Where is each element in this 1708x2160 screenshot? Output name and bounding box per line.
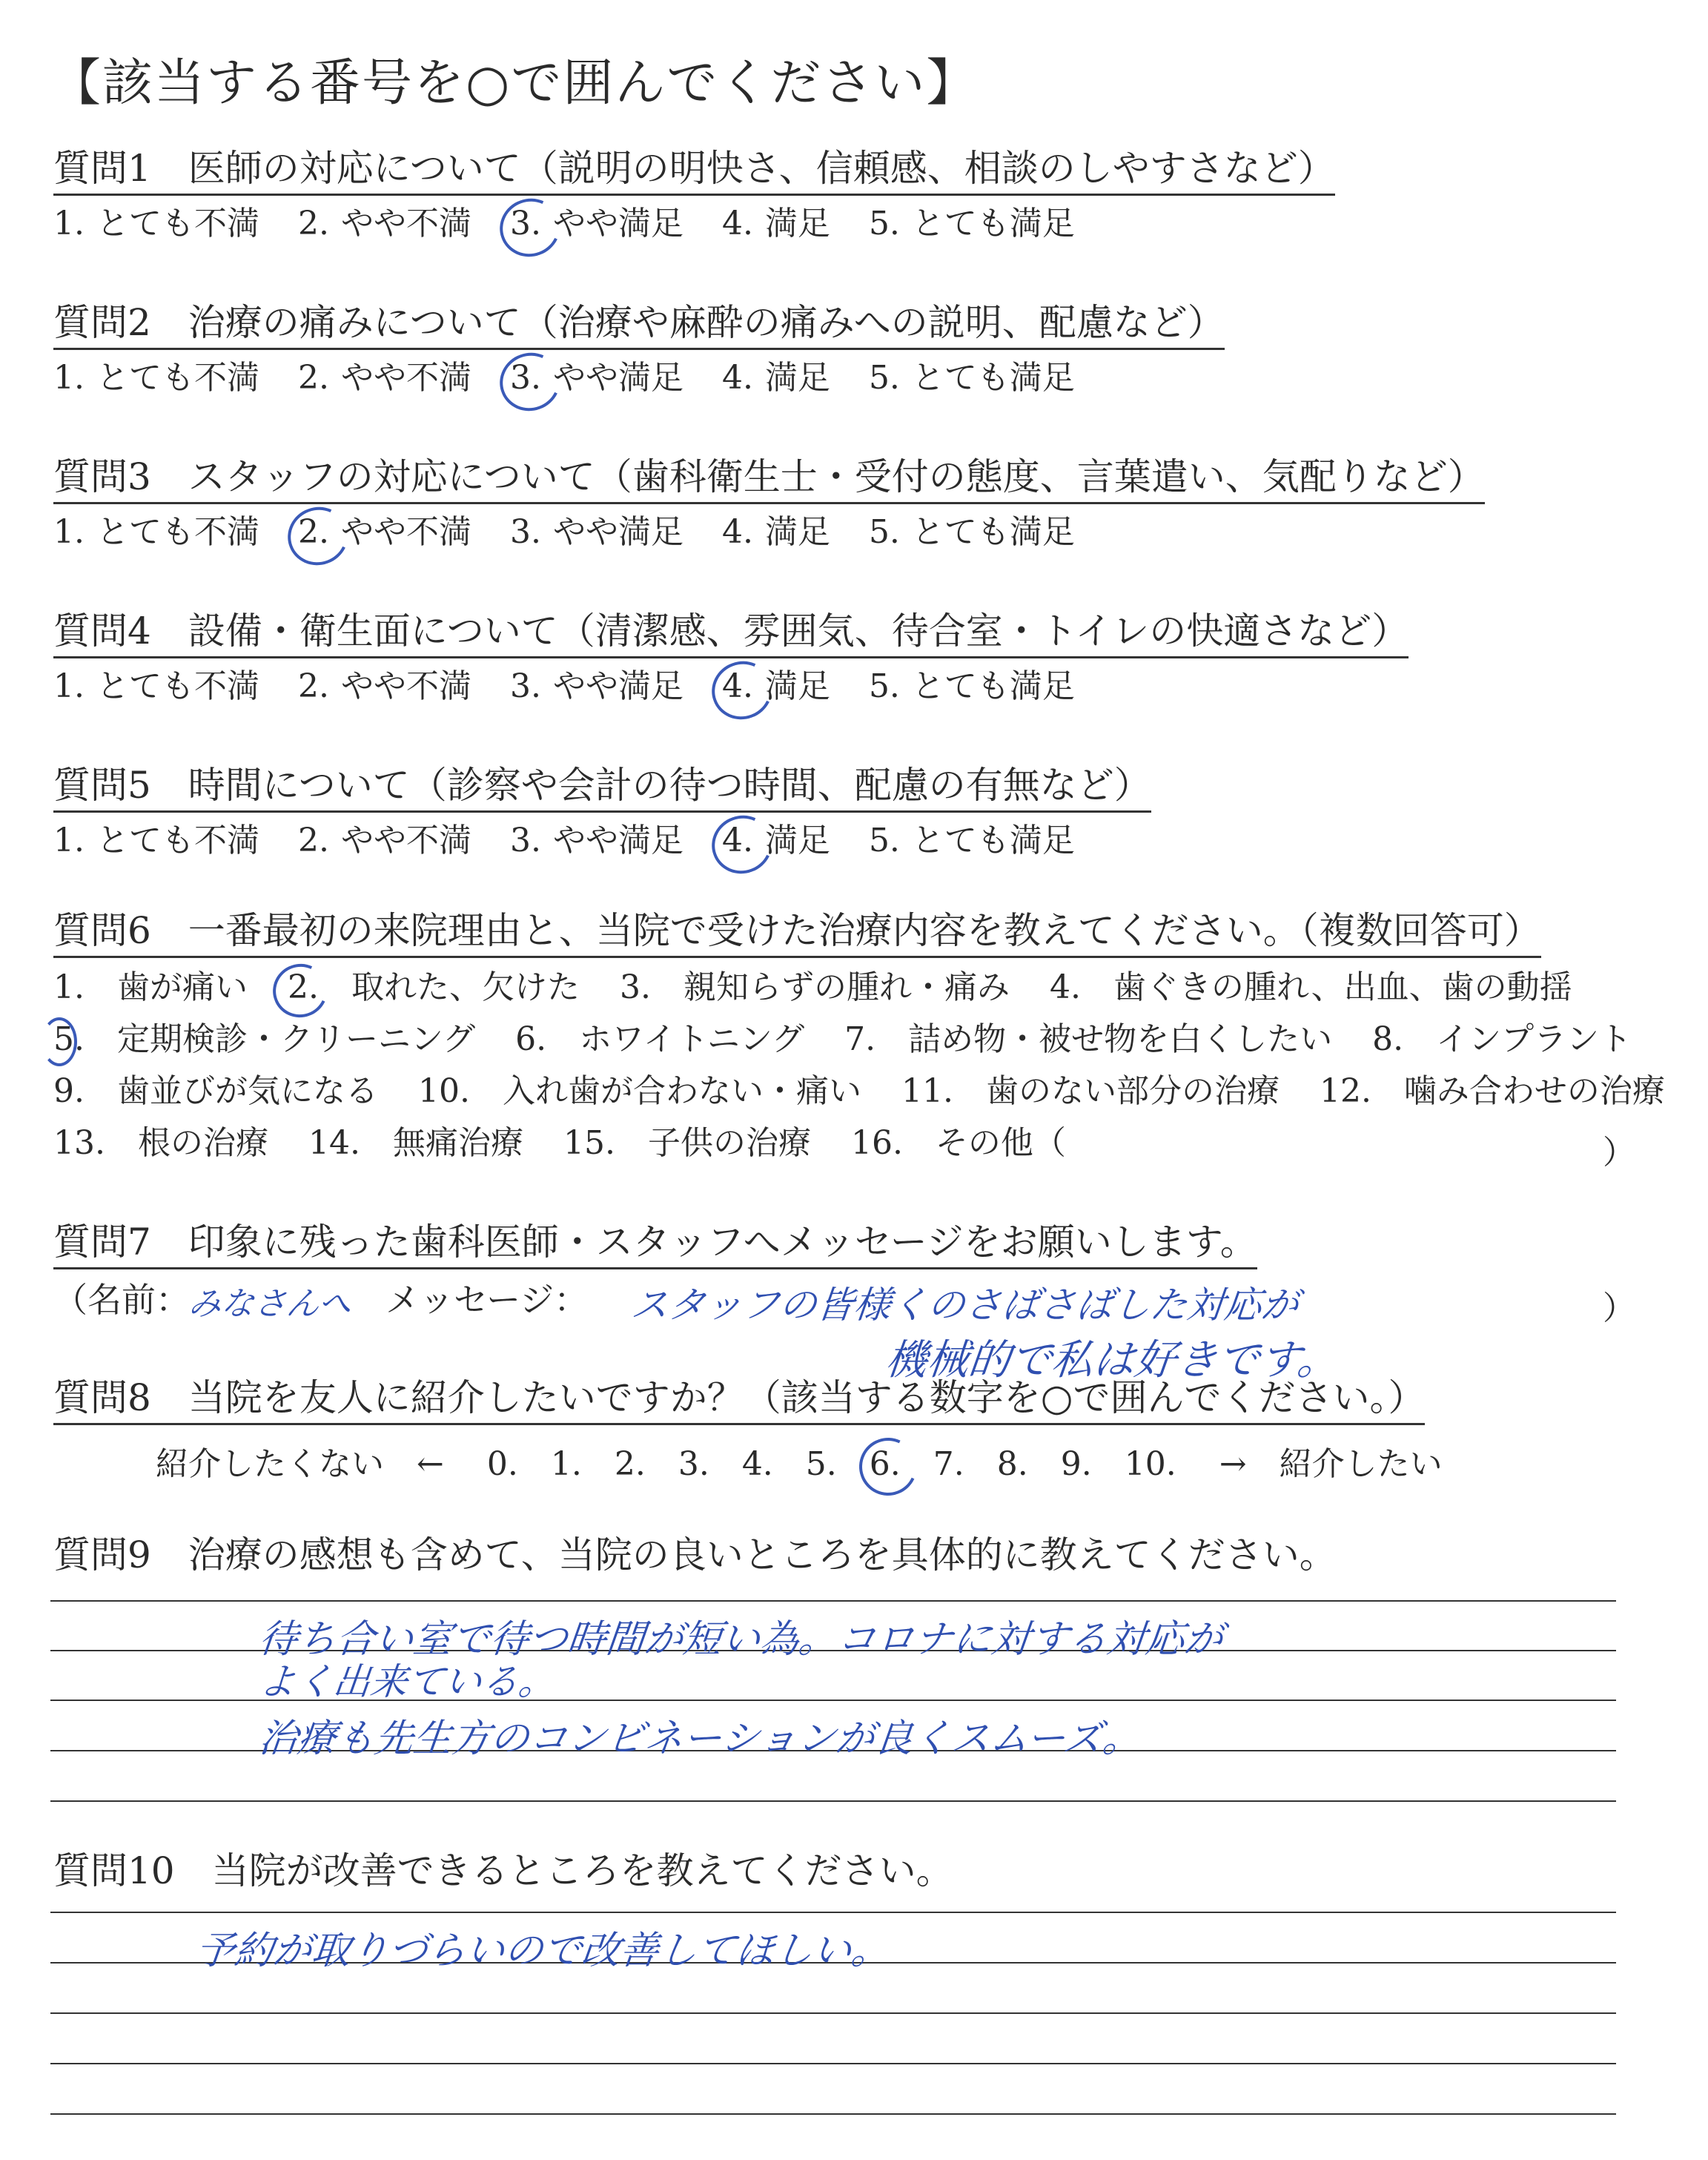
q7-message-label: メッセージ： (385, 1280, 589, 1320)
option-number: 3. (509, 359, 541, 397)
q7-message-line-2[interactable]: 機械的で私は好きです。 (883, 1336, 1342, 1384)
option-number: 1. (53, 822, 85, 859)
option-label: やや不満 (340, 205, 471, 242)
q7-close-paren: ） (1603, 1289, 1635, 1327)
q8-scale-option[interactable]: 7. (933, 1445, 964, 1483)
option-label: とても満足 (911, 667, 1075, 705)
option-number: 3. (509, 205, 541, 242)
option-label: とても不満 (96, 513, 259, 551)
q9-answer-line-3[interactable]: 治療も先生方のコンビネーションが良くスムーズ。 (256, 1717, 1144, 1761)
q1-option-2[interactable] (298, 206, 471, 242)
option-label: とても満足 (911, 822, 1075, 859)
q3-options (53, 515, 1113, 550)
q8-scale (156, 1437, 1475, 1484)
option-number: 1. (53, 513, 85, 551)
q4-options (53, 669, 1113, 704)
q6-option[interactable]: 8. インプラント (1372, 1020, 1632, 1058)
option-number: 4. (721, 667, 753, 705)
q6-option[interactable]: 6. ホワイトニング (515, 1020, 805, 1058)
option-number: 2. (297, 513, 329, 551)
q6-mark-5 (42, 1017, 77, 1066)
q6-close-paren: ） (1603, 1134, 1635, 1172)
q5-options (53, 823, 1113, 859)
option-number: 2. (297, 822, 329, 859)
q7-name-value[interactable]: みなさんへ (186, 1285, 354, 1323)
option-label: とても不満 (96, 667, 259, 705)
option-label: 満足 (764, 205, 830, 242)
q6-mark-2 (265, 957, 335, 1025)
option-number: 3. (509, 822, 541, 859)
q10-line (50, 2063, 1616, 2064)
q5-option-2[interactable] (298, 823, 471, 859)
q6-option[interactable]: 9. 歯並びが気になる (53, 1072, 378, 1110)
q4-option-4[interactable] (722, 669, 830, 704)
q6-row-2 (53, 1022, 1661, 1057)
q2-option-3[interactable] (510, 360, 683, 396)
option-number: 1. (53, 205, 85, 242)
option-label: とても満足 (911, 359, 1075, 397)
option-number: 5. (868, 359, 900, 397)
q2-option-4[interactable] (722, 360, 830, 396)
q8-scale-option[interactable]: 4. (741, 1445, 773, 1483)
option-label: やや満足 (552, 205, 683, 242)
option-label: やや満足 (552, 667, 683, 705)
q6-option[interactable]: 13. 根の治療 (53, 1124, 268, 1162)
q8-title: 質問8 当院を友人に紹介したいですか？（該当する数字を○で囲んでください。） (53, 1378, 1425, 1425)
option-number: 2. (297, 359, 329, 397)
option-number: 5. (868, 513, 900, 551)
q6-option[interactable]: 7. 詰め物・被せ物を白くしたい (844, 1020, 1333, 1058)
q8-right-label: → 紹介したい (1219, 1445, 1443, 1483)
q7-message-line-1[interactable]: スタッフの皆様くのさばさばした対応が (629, 1284, 1301, 1327)
option-number: 2. (297, 205, 329, 242)
option-number: 5. (868, 667, 900, 705)
q3-title: 質問3 スタッフの対応について（歯科衛生士・受付の態度、言葉遣い、気配りなど） (53, 457, 1485, 504)
option-label: とても不満 (96, 822, 259, 859)
q9-line (50, 1600, 1616, 1602)
q7-title: 質問7 印象に残った歯科医師・スタッフへメッセージをお願いします。 (53, 1222, 1257, 1269)
option-label: とても不満 (96, 359, 259, 397)
q1-option-1[interactable] (53, 206, 259, 242)
q3-option-1[interactable] (53, 515, 259, 550)
option-number: 4. (721, 205, 753, 242)
q2-option-1[interactable] (53, 360, 259, 396)
q6-row-3 (53, 1074, 1695, 1109)
option-label: やや満足 (552, 359, 683, 397)
q5-option-1[interactable] (53, 823, 259, 859)
option-label: やや満足 (552, 513, 683, 551)
q6-option[interactable]: 10. 入れ歯が合わない・痛い (417, 1072, 861, 1110)
q8-left-label: 紹介したくない ← (156, 1445, 444, 1483)
q2-title: 質問2 治療の痛みについて（治療や麻酔の痛みへの説明、配慮など） (53, 303, 1225, 350)
q6-option[interactable]: 14. 無痛治療 (308, 1124, 523, 1162)
q10-line (50, 2113, 1616, 2115)
option-label: 満足 (764, 822, 830, 859)
option-label: とても満足 (911, 205, 1075, 242)
q10-answer-line-1[interactable]: 予約が取りづらいので改善してほしい。 (193, 1929, 893, 1973)
option-label: 満足 (764, 359, 830, 397)
q2-option-5[interactable] (869, 360, 1075, 396)
option-label: やや不満 (340, 822, 471, 859)
q3-option-2[interactable] (298, 515, 471, 550)
option-number: 3. (509, 667, 541, 705)
option-label: やや不満 (340, 667, 471, 705)
q1-option-5[interactable] (869, 206, 1075, 242)
q8-scale-option[interactable]: 2. (614, 1445, 646, 1483)
option-number: 5. (868, 205, 900, 242)
q9-answer-line-2[interactable]: よく出来ている。 (256, 1660, 558, 1703)
q6-option[interactable]: 12. 噛み合わせの治療 (1319, 1072, 1665, 1110)
q2-option-2[interactable] (298, 360, 471, 396)
q8-scale-option[interactable]: 3. (678, 1445, 709, 1483)
q4-option-5[interactable] (869, 669, 1075, 704)
q10-title: 質問10 当院が改善できるところを教えてください。 (53, 1849, 953, 1892)
q6-title: 質問6 一番最初の来院理由と、当院で受けた治療内容を教えてください。（複数回答可） (53, 911, 1541, 958)
q8-scale-option[interactable]: 8. (996, 1445, 1028, 1483)
q8-scale-numbers (487, 1445, 1209, 1483)
option-label: やや満足 (552, 822, 683, 859)
option-label: 満足 (764, 667, 830, 705)
q6-option[interactable]: 3. 親知らずの腫れ・痛み (619, 968, 1010, 1006)
q6-option[interactable]: 5. 定期検診・クリーニング (53, 1020, 476, 1058)
q4-title: 質問4 設備・衛生面について（清潔感、雰囲気、待合室・トイレの快適さなど） (53, 611, 1409, 658)
option-number: 1. (53, 359, 85, 397)
option-number: 3. (509, 513, 541, 551)
option-number: 4. (721, 822, 753, 859)
q5-option-5[interactable] (869, 823, 1075, 859)
q6-option[interactable]: 16. その他（ (850, 1124, 1066, 1162)
option-number: 5. (868, 822, 900, 859)
option-number: 2. (297, 667, 329, 705)
option-label: やや不満 (340, 359, 471, 397)
q4-option-1[interactable] (53, 669, 259, 704)
q1-option-4[interactable] (722, 206, 830, 242)
q6-option[interactable]: 4. 歯ぐきの腫れ、出血、歯の動揺 (1049, 968, 1572, 1006)
q8-scale-option[interactable]: 9. (1060, 1445, 1092, 1483)
q8-scale-option[interactable]: 10. (1124, 1445, 1176, 1483)
q4-option-2[interactable] (298, 669, 471, 704)
q6-row-4 (53, 1126, 1096, 1161)
q7-name-label: （名前： (53, 1280, 190, 1320)
q6-option[interactable]: 11. 歯のない部分の治療 (901, 1072, 1280, 1110)
q4-option-3[interactable] (510, 669, 683, 704)
option-number: 4. (721, 513, 753, 551)
q10-line (50, 2012, 1616, 2014)
q1-option-3[interactable] (510, 206, 683, 242)
page-header: 【該当する番号を○で囲んでください】 (50, 54, 979, 113)
q10-line (50, 1912, 1616, 1913)
q3-option-5[interactable] (869, 515, 1075, 550)
option-label: やや不満 (340, 513, 471, 551)
q6-option[interactable]: 15. 子供の治療 (563, 1124, 811, 1162)
q5-option-4[interactable] (722, 823, 830, 859)
option-label: とても不満 (96, 205, 259, 242)
q9-answer-line-1[interactable]: 待ち合い室で待つ時間が短い為。コロナに対する対応が (256, 1617, 1225, 1662)
option-label: 満足 (764, 513, 830, 551)
q6-option[interactable]: 2. 取れた、欠けた (287, 968, 580, 1006)
q2-options (53, 360, 1113, 396)
q3-option-3[interactable] (510, 515, 683, 550)
q8-scale-option[interactable]: 1. (550, 1445, 582, 1483)
q8-scale-option[interactable]: 6. (869, 1445, 901, 1483)
q5-title: 質問5 時間について（診察や会計の待つ時間、配慮の有無など） (53, 765, 1151, 813)
q3-option-4[interactable] (722, 515, 830, 550)
q9-line (50, 1800, 1616, 1802)
q8-scale-option[interactable]: 5. (805, 1445, 837, 1483)
q8-scale-option[interactable]: 0. (486, 1445, 518, 1483)
q5-option-3[interactable] (510, 823, 683, 859)
option-number: 1. (53, 667, 85, 705)
q6-option[interactable]: 1. 歯が痛い (53, 968, 248, 1006)
option-label: とても満足 (911, 513, 1075, 551)
option-number: 4. (721, 359, 753, 397)
q1-title: 質問1 医師の対応について（説明の明快さ、信頼感、相談のしやすさなど） (53, 148, 1335, 196)
q9-title: 質問9 治療の感想も含めて、当院の良いところを具体的に教えてください。 (53, 1533, 1337, 1576)
q1-options (53, 206, 1113, 242)
